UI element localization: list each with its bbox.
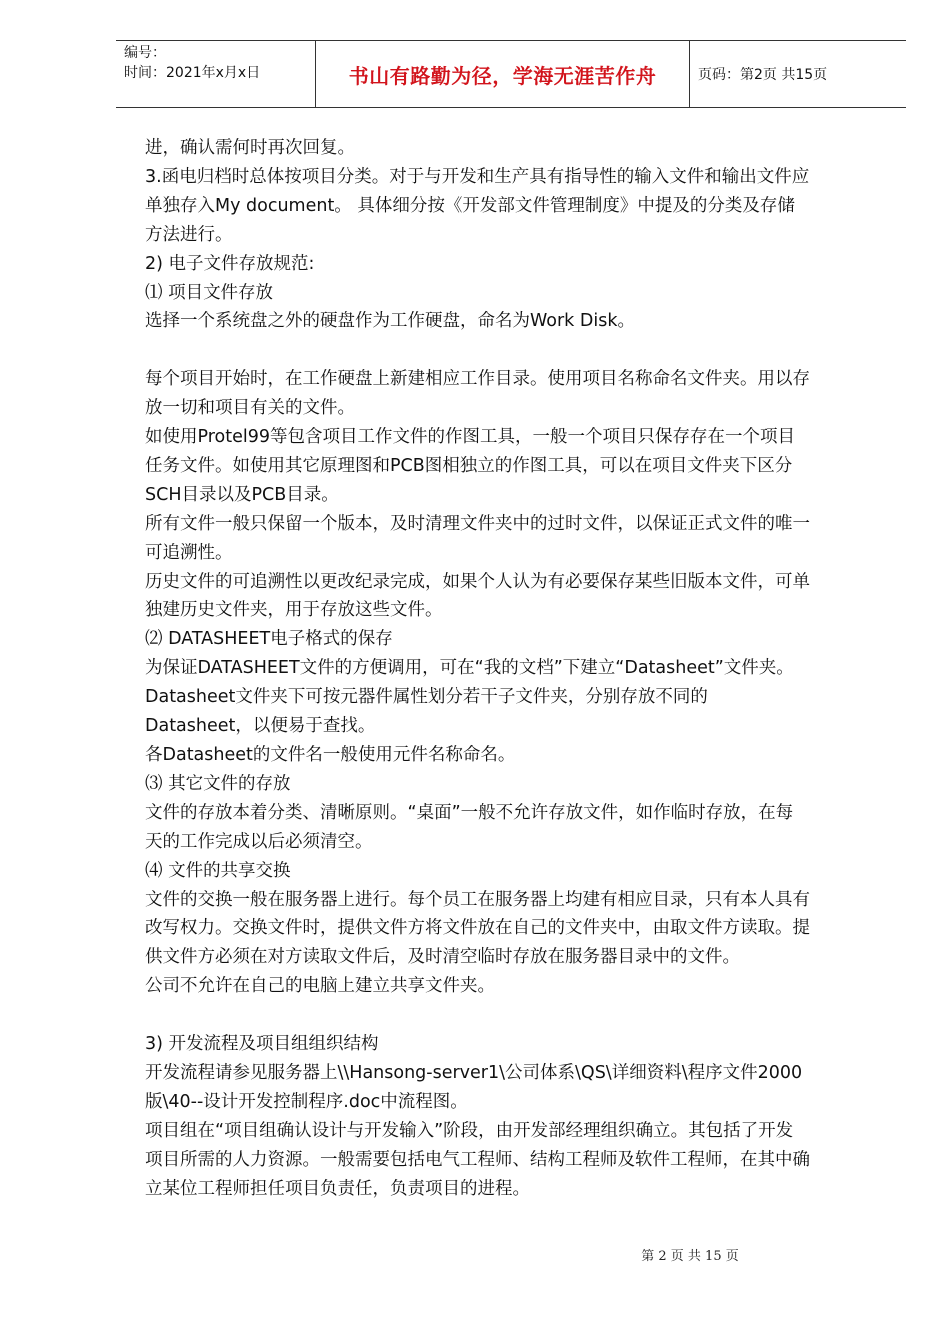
body-line: ⑵ DATASHEET电子格式的保存 [145, 629, 393, 650]
body-line: 项目组在“项目组确认设计与开发输入”阶段，由开发部经理组织确立。其包括了开发 [145, 1120, 794, 1141]
document-body [145, 134, 890, 1204]
body-line: 进，确认需何时再次回复。 [145, 138, 355, 158]
body-line: ⑶ 其它文件的存放 [145, 773, 291, 794]
header-meta [116, 41, 316, 107]
body-line: Datasheet文件夹下可按元器件属性划分若干子文件夹，分别存放不同的 [145, 687, 708, 708]
body-line: 版\40--设计开发控制程序.doc中流程图。 [145, 1091, 468, 1112]
body-line: 单独存入My document。 具体细分按《开发部文件管理制度》中提及的分类及存储 [145, 195, 795, 216]
body-line: 开发流程请参见服务器上\\Hansong-server1\公司体系\QS\详细资料\程序文件2000 [145, 1062, 803, 1083]
body-line: 项目所需的人力资源。一般需要包括电气工程师、结构工程师及软件工程师，在其中确 [145, 1149, 810, 1170]
body-line: 所有文件一般只保留一个版本，及时清理文件夹中的过时文件，以保证正式文件的唯一 [145, 513, 810, 534]
body-line: Datasheet，以便易于查找。 [145, 716, 376, 737]
page-footer: 第 2 页 共 15 页 [641, 1249, 739, 1264]
body-line: 历史文件的可追溯性以更改纪录完成，如果个人认为有必要保存某些旧版本文件，可单 [145, 571, 810, 592]
body-line: 方法进行。 [145, 224, 233, 245]
body-line: 为保证DATASHEET文件的方便调用，可在“我的文档”下建立“Datasheet”文件夹。 [145, 658, 794, 679]
body-line: 任务文件。如使用其它原理图和PCB图相独立的作图工具，可以在项目文件夹下区分 [145, 455, 793, 476]
body-line: 天的工作完成以后必须清空。 [145, 831, 373, 852]
body-line: 文件的交换一般在服务器上进行。每个员工在服务器上均建有相应目录，只有本人具有 [145, 889, 810, 910]
blank-line [145, 1001, 890, 1030]
header-page-number: 页码：第2页 共15页 [698, 67, 828, 83]
body-line: 选择一个系统盘之外的硬盘作为工作硬盘，命名为Work Disk。 [145, 311, 635, 332]
body-line: 独建历史文件夹，用于存放这些文件。 [145, 600, 443, 621]
body-line: 每个项目开始时，在工作硬盘上新建相应工作目录。使用项目名称命名文件夹。用以存 [145, 369, 810, 390]
body-line: 供文件方必须在对方读取文件后，及时清空临时存放在服务器目录中的文件。 [145, 947, 740, 968]
document-time-label: 时间：2021年x月x日 [124, 65, 261, 81]
body-line: 3.函电归档时总体按项目分类。对于与开发和生产具有指导性的输入文件和输出文件应 [145, 166, 810, 187]
page-header [116, 40, 906, 108]
body-line: ⑴ 项目文件存放 [145, 282, 274, 303]
body-line: 3) 开发流程及项目组组织结构 [145, 1034, 379, 1055]
body-line: SCH目录以及PCB目录。 [145, 484, 339, 505]
body-line: 公司不允许在自己的电脑上建立共享文件夹。 [145, 976, 495, 997]
header-motto: 书山有路勤为径，学海无涯苦作舟 [316, 41, 690, 107]
body-line: 可追溯性。 [145, 542, 233, 563]
blank-line [145, 336, 890, 365]
document-number-label: 编号： [124, 45, 166, 61]
body-line: ⑷ 文件的共享交换 [145, 860, 291, 881]
body-line: 各Datasheet的文件名一般使用元件名称命名。 [145, 745, 516, 766]
body-line: 2) 电子文件存放规范: [145, 253, 315, 274]
body-line: 放一切和项目有关的文件。 [145, 398, 355, 419]
body-line: 改写权力。交换文件时，提供文件方将文件放在自己的文件夹中，由取文件方读取。提 [145, 918, 810, 939]
body-line: 文件的存放本着分类、清晰原则。“桌面”一般不允许存放文件，如作临时存放，在每 [145, 802, 794, 823]
body-line: 立某位工程师担任项目负责任，负责项目的进程。 [145, 1178, 530, 1199]
body-line: 如使用Protel99等包含项目工作文件的作图工具，一般一个项目只保存存在一个项目 [145, 427, 796, 448]
